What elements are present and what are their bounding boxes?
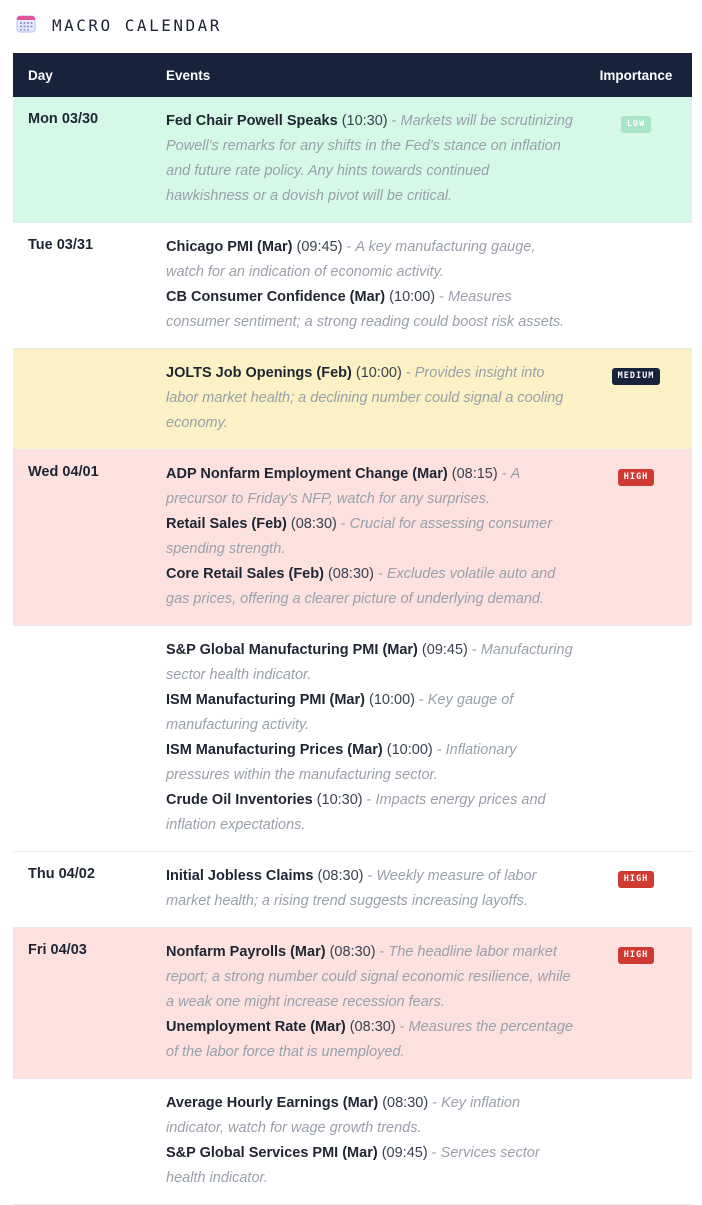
events-cell (166, 1091, 584, 1191)
events-cell (166, 864, 584, 914)
day-cell (13, 638, 166, 640)
event-time: (08:30) (382, 1095, 429, 1111)
event-separator: - (362, 792, 376, 808)
importance-cell (584, 235, 692, 239)
event-item (166, 864, 576, 914)
event-description: A precursor to Friday's NFP, watch for any surprises. (166, 466, 520, 507)
importance-badge: HIGH (618, 871, 654, 888)
event-time: (08:30) (290, 516, 337, 532)
event-description: A key manufacturing gauge, watch for an indication of economic activity. (166, 239, 536, 280)
event-separator: - (428, 1095, 442, 1111)
event-time: (10:30) (341, 113, 388, 129)
events-cell (166, 638, 584, 838)
importance-cell (584, 361, 692, 385)
event-item (166, 1091, 576, 1141)
event-description: Weekly measure of labor market health; a rising trend suggests increasing layoffs. (166, 868, 537, 909)
event-separator: - (373, 566, 387, 582)
event-separator: - (401, 365, 415, 381)
day-cell (13, 361, 166, 363)
event-time: (08:30) (317, 868, 364, 884)
event-item (166, 109, 576, 209)
event-name: Retail Sales (Feb) (166, 516, 287, 532)
event-name: Unemployment Rate (Mar) (166, 1019, 346, 1035)
event-time: (10:30) (316, 792, 363, 808)
event-separator: - (414, 692, 428, 708)
event-separator: - (395, 1019, 409, 1035)
event-item (166, 788, 576, 838)
column-header-day: Day (28, 67, 53, 83)
importance-badge: HIGH (618, 469, 654, 486)
event-item (166, 361, 576, 436)
events-cell (166, 361, 584, 436)
page-title: MACRO CALENDAR (52, 15, 222, 35)
events-cell (166, 235, 584, 335)
event-separator: - (375, 944, 389, 960)
event-time: (09:45) (421, 642, 468, 658)
day-cell: Thu 04/02 (28, 866, 95, 882)
importance-cell (584, 864, 692, 888)
event-name: Chicago PMI (Mar) (166, 239, 293, 255)
event-name: JOLTS Job Openings (Feb) (166, 365, 352, 381)
importance-cell (584, 109, 692, 133)
event-description: Markets will be scrutinizing Powell's remarks for any shifts in the Fed's stance on inflation and future rate policy. Any hints towards continued hawkishness or a dovish pivot will be critical. (166, 113, 573, 204)
event-description: Key inflation indicator, watch for wage growth trends. (166, 1095, 521, 1136)
table-row (13, 97, 692, 223)
day-cell: Tue 03/31 (28, 237, 94, 253)
event-name: ISM Manufacturing Prices (Mar) (166, 742, 383, 758)
event-time: (10:00) (389, 289, 436, 305)
event-name: Crude Oil Inventories (166, 792, 313, 808)
event-description: Excludes volatile auto and gas prices, offering a clearer picture of underlying demand. (166, 566, 556, 607)
event-item (166, 738, 576, 788)
event-description: Inflationary pressures within the manufacturing sector. (166, 742, 517, 783)
table-header (13, 53, 692, 97)
column-header-importance: Importance (599, 67, 673, 83)
event-name: Average Hourly Earnings (Mar) (166, 1095, 379, 1111)
event-time: (09:45) (296, 239, 343, 255)
event-name: CB Consumer Confidence (Mar) (166, 289, 386, 305)
event-time: (08:30) (349, 1019, 396, 1035)
event-time: (10:00) (386, 742, 433, 758)
event-separator: - (342, 239, 356, 255)
events-cell (166, 940, 584, 1065)
table-row (13, 1079, 692, 1205)
event-time: (10:00) (355, 365, 402, 381)
table-body (13, 97, 692, 1205)
importance-cell (584, 940, 692, 964)
importance-cell (584, 1091, 692, 1095)
event-item (166, 235, 576, 285)
event-item (166, 285, 576, 335)
importance-badge: HIGH (618, 947, 654, 964)
event-item (166, 462, 576, 512)
importance-cell (584, 638, 692, 642)
event-separator: - (363, 868, 377, 884)
event-separator: - (497, 466, 511, 482)
table-row (13, 852, 692, 928)
calendar-header (0, 0, 702, 50)
table-row (13, 626, 692, 852)
event-description: Key gauge of manufacturing activity. (166, 692, 514, 733)
event-description: Provides insight into labor market health; a declining number could signal a cooling economy. (166, 365, 564, 431)
day-cell: Wed 04/01 (28, 464, 99, 480)
event-item (166, 638, 576, 688)
event-time: (10:00) (369, 692, 415, 708)
event-description: Impacts energy prices and inflation expectations. (166, 792, 546, 833)
column-header-events: Events (166, 67, 211, 83)
table-row (13, 928, 692, 1079)
event-time: (08:15) (451, 466, 498, 482)
table-row (13, 349, 692, 450)
event-name: Nonfarm Payrolls (Mar) (166, 944, 326, 960)
event-separator: - (387, 113, 401, 129)
events-cell (166, 109, 584, 209)
table-row (13, 223, 692, 349)
event-item (166, 1141, 576, 1191)
event-time: (08:30) (329, 944, 376, 960)
day-cell: Mon 03/30 (28, 111, 99, 127)
event-description: Measures the percentage of the labor force that is unemployed. (166, 1019, 573, 1060)
event-description: Manufacturing sector health indicator. (166, 642, 573, 683)
event-description: Services sector health indicator. (166, 1145, 540, 1186)
day-cell: Fri 04/03 (28, 942, 87, 958)
event-name: ISM Manufacturing PMI (Mar) (166, 692, 365, 708)
event-name: Fed Chair Powell Speaks (166, 113, 338, 129)
event-item (166, 1015, 576, 1065)
event-separator: - (336, 516, 350, 532)
event-item (166, 512, 576, 562)
table-row (13, 450, 692, 626)
event-time: (08:30) (327, 566, 374, 582)
event-name: S&P Global Manufacturing PMI (Mar) (166, 642, 418, 658)
event-name: ADP Nonfarm Employment Change (Mar) (166, 466, 448, 482)
importance-cell (584, 462, 692, 486)
importance-badge: LOW (621, 116, 651, 133)
events-cell (166, 462, 584, 612)
event-name: S&P Global Services PMI (Mar) (166, 1145, 378, 1161)
event-name: Core Retail Sales (Feb) (166, 566, 324, 582)
importance-badge: MEDIUM (612, 368, 661, 385)
event-separator: - (432, 742, 446, 758)
event-name: Initial Jobless Claims (166, 868, 314, 884)
event-description: The headline labor market report; a strong number could signal economic resilience, while a weak one might increase recession fears. (166, 944, 571, 1010)
day-cell (13, 1091, 166, 1093)
event-separator: - (427, 1145, 441, 1161)
event-item (166, 562, 576, 612)
event-description: Crucial for assessing consumer spending strength. (166, 516, 553, 557)
calendar-icon (16, 13, 36, 33)
event-description: Measures consumer sentiment; a strong reading could boost risk assets. (166, 289, 565, 330)
event-separator: - (467, 642, 481, 658)
event-separator: - (435, 289, 449, 305)
event-item (166, 688, 576, 738)
event-item (166, 940, 576, 1015)
event-time: (09:45) (381, 1145, 428, 1161)
macro-calendar-table (13, 53, 692, 1205)
